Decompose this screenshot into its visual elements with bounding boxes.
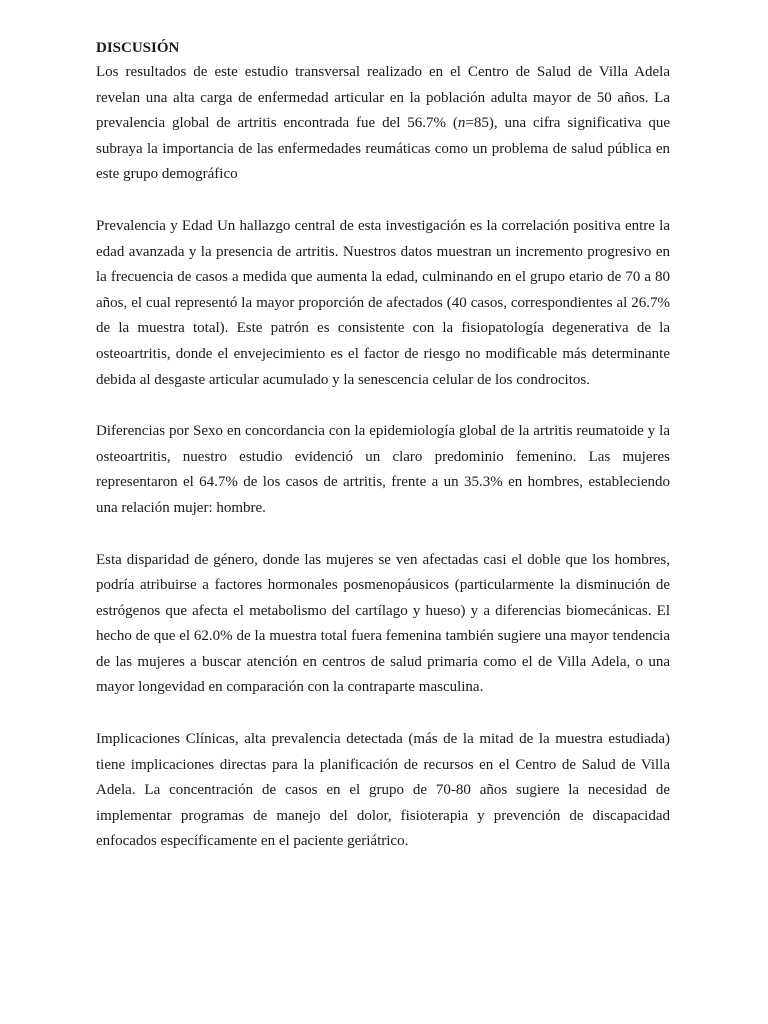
paragraph-age-prevalence: Prevalencia y Edad Un hallazgo central de esta investigación es la correlación positiva entre la edad avanzada y la presencia de artritis. Nuestros datos muestran un incremento progresivo en la frecuencia de casos a medida que aumenta la edad, culminando en el grupo etario de 70 a 80 años, el cual representó la mayor proporción de afectados (40 casos, correspondientes al 26.7% de la muestra total). Este patrón es consistente con la fisiopatología degenerativa de la osteoartritis, donde el envejecimiento es el factor de riesgo no modificable más determinante debida al desgaste articular acumulado y la senescencia celular de los condrocitos. bbox=[96, 217, 670, 388]
intro-paragraph bbox=[96, 60, 670, 188]
intro-text-after: =85), una cifra significativa que subraya la importancia de las enfermedades reumáticas como un problema de salud pública en este grupo demográfico bbox=[96, 115, 671, 183]
paragraph-sex-differences: Diferencias por Sexo en concordancia con la epidemiología global de la artritis reumatoide y la osteoartritis, nuestro estudio evidenció un claro predominio femenino. Las mujeres representaron el 64.7% de los casos de artritis, frente a un 35.3% en hombres, estableciendo una relación mujer: hombre. bbox=[96, 423, 670, 516]
intro-text-before: Los resultados de este estudio transversal realizado en el Centro de Salud de Villa Adela revelan una alta carga de enfermedad articular en la población adulta mayor de 50 años. La prevalencia global de artritis encontrada fue del 56.7% ( bbox=[96, 64, 670, 132]
document-page bbox=[96, 36, 670, 881]
paragraph-gender-disparity: Esta disparidad de género, donde las mujeres se ven afectadas casi el doble que los hombres, podría atribuirse a factores hormonales posmenopáusicos (particularmente la disminución de estrógenos que afecta el metabolismo del cartílago y hueso) y a diferencias biomecánicas. El hecho de que el 62.0% de la muestra total fuera femenina también sugiere una mayor tendencia de las mujeres a buscar atención en centros de salud primaria como el de Villa Adela, o una mayor longevidad en comparación con la contraparte masculina. bbox=[96, 551, 670, 696]
intro-italic-n: n bbox=[457, 115, 466, 132]
paragraph-clinical-implications: Implicaciones Clínicas, alta prevalencia detectada (más de la mitad de la muestra estudiada) tiene implicaciones directas para la planificación de recursos en el Centro de Salud de Villa Adela. La concentración de casos en el grupo de 70-80 años sugiere la necesidad de implementar programas de manejo del dolor, fisioterapia y prevención de discapacidad enfocados específicamente en el paciente geriátrico. bbox=[96, 731, 670, 850]
section-heading: DISCUSIÓN bbox=[96, 40, 180, 56]
